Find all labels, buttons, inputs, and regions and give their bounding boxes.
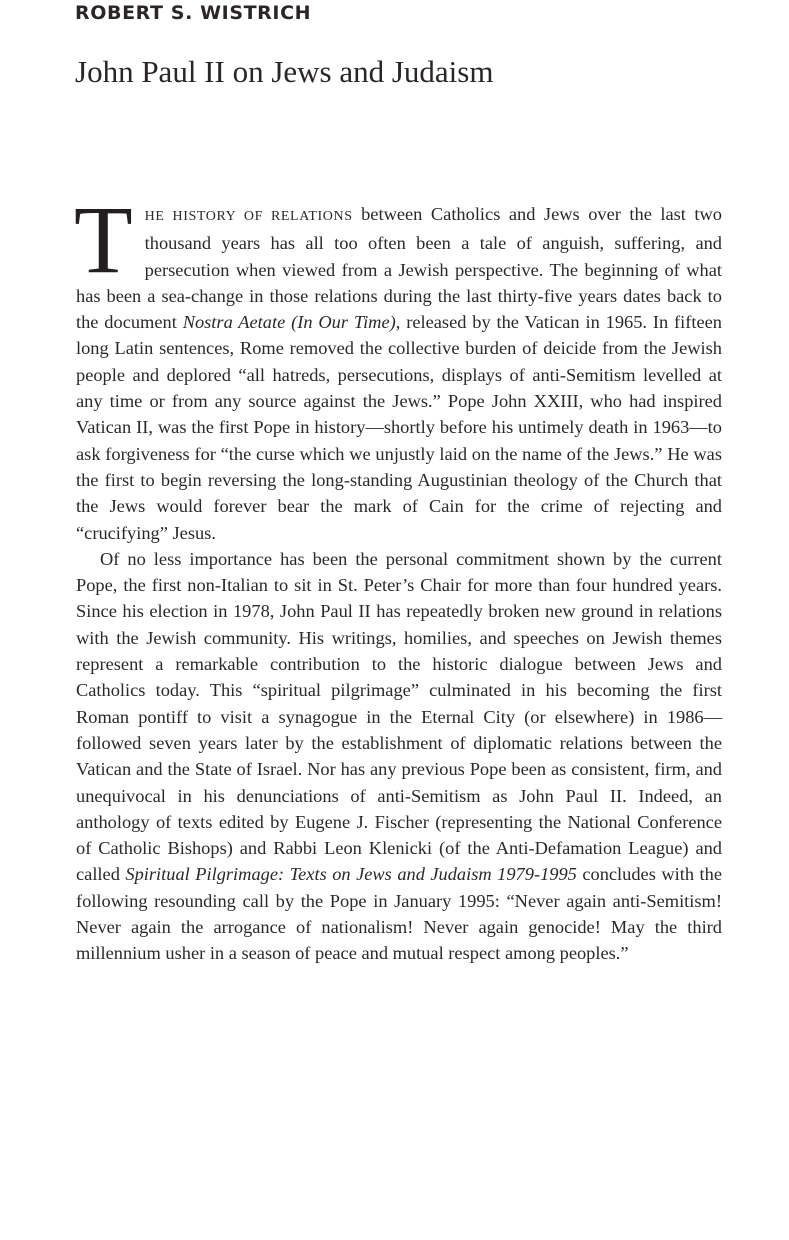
nostra-aetate-title: Nostra Aetate (In Our Time): [182, 312, 396, 333]
article-body: [74, 186, 723, 967]
paragraph-1-text-a: between Catholics and Jews over the last two thousand years has all too often been a tale of anguish, suffering, and persecution when viewed from a Jewish perspective. The beginning of what has been a sea-change in those relations during the last thirty-five years dates back to the document: [76, 204, 722, 333]
paragraph-2: [76, 546, 722, 967]
drop-cap: T: [74, 186, 133, 293]
paragraph-2-text-b: concludes with the following resounding call by the Pope in January 1995: “Never again anti-Semitism! Never again the arrogance of nationalism! Never again genocide! May the third millennium usher in a season of peace and mutual respect among peoples.”: [76, 864, 723, 964]
paragraph-1-text-b: , released by the Vatican in 1965. In fifteen long Latin sentences, Rome removed the collective burden of deicide from the Jewish people and deplored “all hatreds, persecutions, displays of anti-Semitism levelled at any time or from any source against the Jews.” Pope John XXIII, who had inspired Vatican II, was the first Pope in history—shortly before his untimely death in 1963—to ask forgiveness for “the curse which we unjustly laid on the name of the Jews.” He was the first to begin reversing the long-standing Augustinian theology of the Church that the Jews would forever bear the mark of Cain for the crime of rejecting and “crucifying” Jesus.: [76, 312, 722, 543]
article-title: John Paul II on Jews and Judaism: [75, 54, 494, 89]
paragraph-2-text-a: Of no less importance has been the personal commitment shown by the current Pope, the first non-Italian to sit in St. Peter’s Chair for more than four hundred years. Since his election in 1978, John Paul II has repeatedly broken new ground in relations with the Jewish community. His writings, homilies, and speeches on Jewish themes represent a remarkable contribution to the historic dialogue between Jews and Catholics today. This “spiritual pilgrimage” culminated in his becoming the first Roman pontiff to visit a synagogue in the Eternal City (or elsewhere) in 1986—followed seven years later by the establishment of diplomatic relations between the Vatican and the State of Israel. Nor has any previous Pope been as consistent, firm, and unequivocal in his denunciations of anti-Semitism as John Paul II. Indeed, an anthology of texts edited by Eugene J. Fischer (representing the National Conference of Catholic Bishops) and Rabbi Leon Klenicki (of the Anti-Defamation League) and called: [76, 548, 722, 885]
anthology-title: Spiritual Pilgrimage: Texts on Jews and Judaism 1979-1995: [125, 864, 577, 885]
paragraph-1: [74, 186, 722, 546]
author-name: ROBERT S. WISTRICH: [75, 2, 312, 24]
small-caps-opening: HE HISTORY OF RELATIONS: [144, 209, 353, 224]
